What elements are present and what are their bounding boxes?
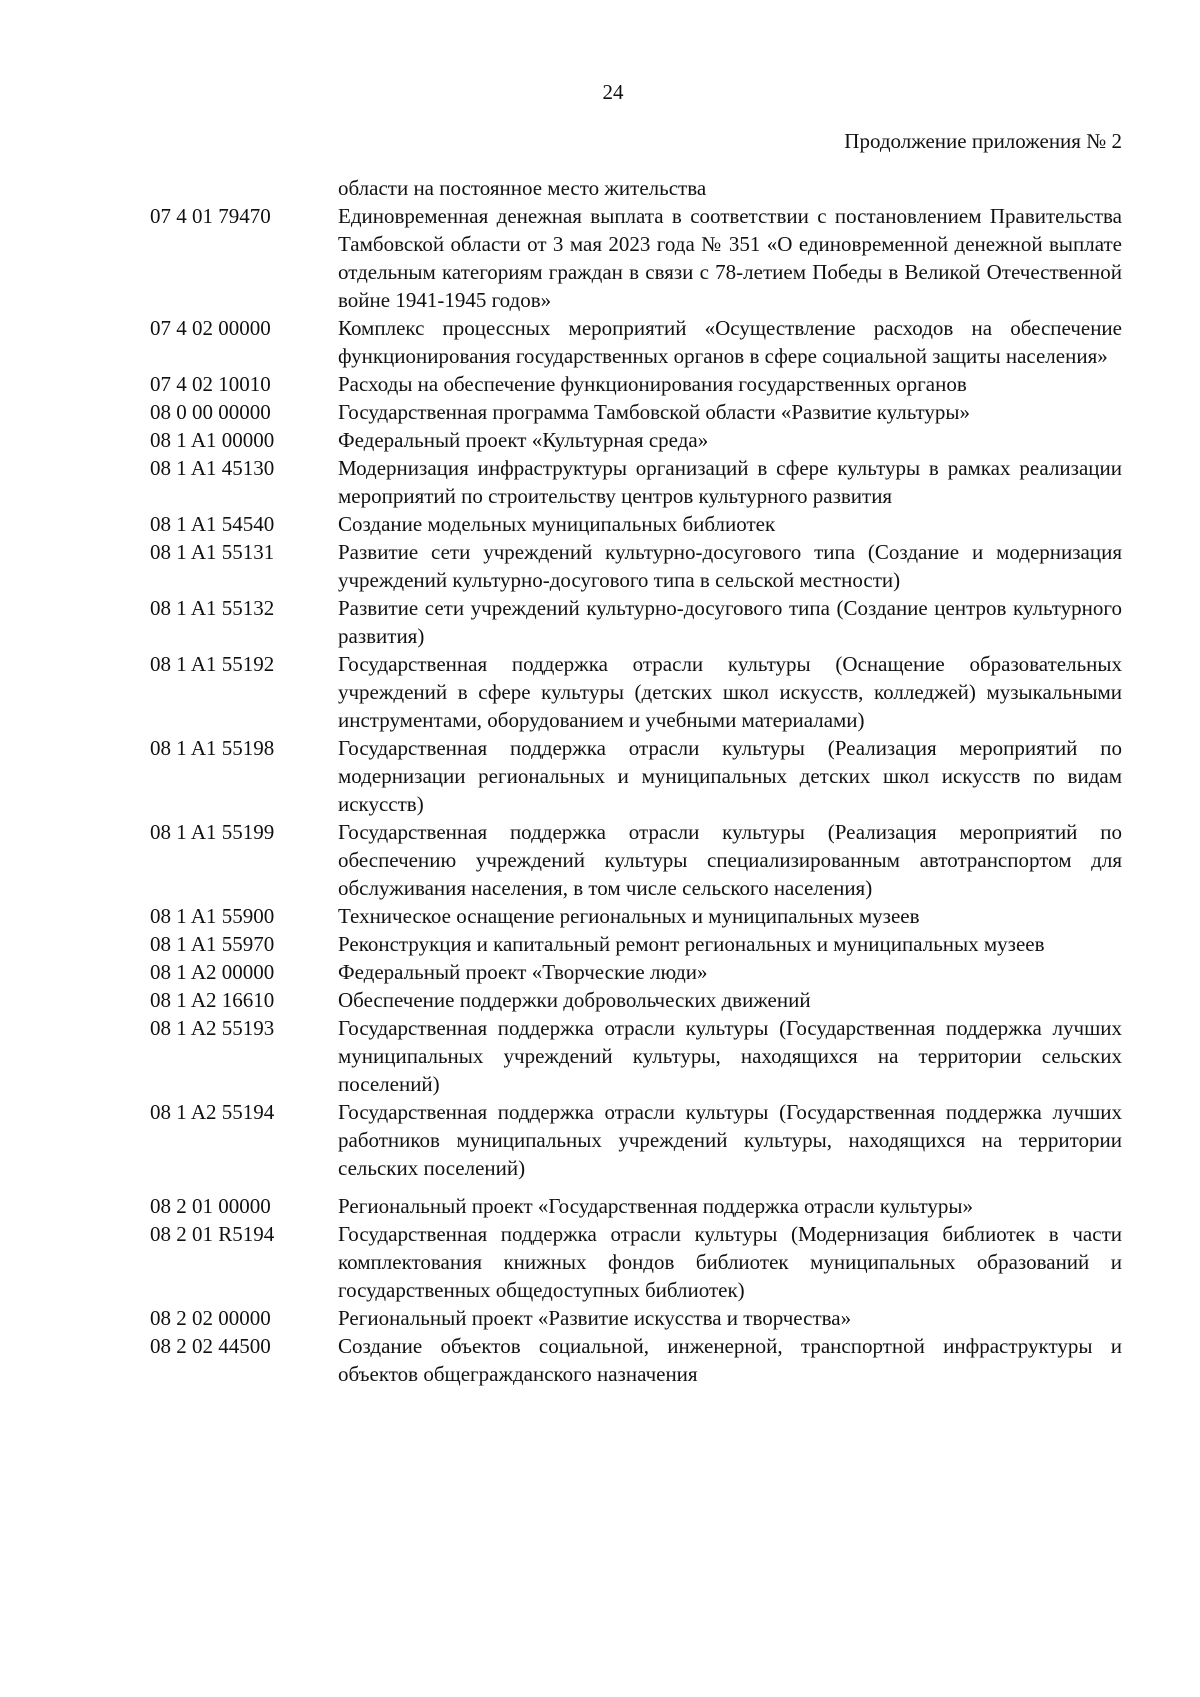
list-row (150, 1220, 1122, 1304)
classification-code: 08 1 A2 00000 (150, 960, 275, 984)
classification-code: 08 1 A1 55131 (150, 540, 275, 564)
classification-code: 08 1 A1 55900 (150, 904, 275, 928)
list-row (150, 426, 1122, 454)
list-row (150, 734, 1122, 818)
classification-code: 08 1 A1 54540 (150, 512, 275, 536)
classification-description: Региональный проект «Развитие искусства и творчества» (338, 1306, 852, 1330)
list-row (150, 510, 1122, 538)
classification-description: Развитие сети учреждений культурно-досугового типа (Создание и модернизация учреждений культурно-досугового типа в сельской местности) (338, 540, 1122, 592)
classification-description: Федеральный проект «Творческие люди» (338, 960, 708, 984)
classification-description: Государственная поддержка отрасли культуры (Реализация мероприятий по обеспечению учреждений культуры специализированным автотранспортом для обслуживания населения, в том числе сельского населения) (338, 820, 1122, 900)
list-row (150, 958, 1122, 986)
classification-code: 08 2 01 00000 (150, 1194, 271, 1218)
list-row (150, 1192, 1122, 1220)
classification-code: 08 1 A1 00000 (150, 428, 275, 452)
classification-code: 08 1 A1 55970 (150, 932, 275, 956)
list-row (150, 1304, 1122, 1332)
list-row (150, 202, 1122, 314)
list-row (150, 314, 1122, 370)
budget-classification-list (150, 174, 1122, 1388)
page-number: 24 (602, 80, 624, 104)
classification-description: Комплекс процессных мероприятий «Осуществление расходов на обеспечение функционирования государственных органов в сфере социальной защиты населения» (338, 316, 1122, 368)
classification-description: Реконструкция и капитальный ремонт региональных и муниципальных музеев (338, 932, 1045, 956)
list-row (150, 538, 1122, 594)
list-row (150, 818, 1122, 902)
classification-description: Федеральный проект «Культурная среда» (338, 428, 709, 452)
list-row (150, 986, 1122, 1014)
classification-code: 08 1 A1 55199 (150, 820, 275, 844)
classification-code: 08 1 A1 45130 (150, 456, 275, 480)
classification-description: Государственная поддержка отрасли культуры (Государственная поддержка лучших муниципальных учреждений культуры, находящихся на территории сельских поселений) (338, 1016, 1122, 1096)
classification-description: Обеспечение поддержки добровольческих движений (338, 988, 811, 1012)
classification-code: 08 2 02 44500 (150, 1334, 271, 1358)
classification-description: Государственная программа Тамбовской области «Развитие культуры» (338, 400, 971, 424)
classification-description: Региональный проект «Государственная поддержка отрасли культуры» (338, 1194, 974, 1218)
classification-code: 08 1 A2 55193 (150, 1016, 275, 1040)
classification-description: Создание объектов социальной, инженерной, транспортной инфраструктуры и объектов общегражданского назначения (338, 1334, 1122, 1386)
classification-code: 08 0 00 00000 (150, 400, 271, 424)
appendix-continuation-note: Продолжение приложения № 2 (844, 129, 1122, 153)
list-row (150, 902, 1122, 930)
list-row (150, 650, 1122, 734)
list-row (150, 594, 1122, 650)
classification-code: 07 4 02 10010 (150, 372, 271, 396)
classification-code: 08 2 02 00000 (150, 1306, 271, 1330)
classification-description: Государственная поддержка отрасли культуры (Модернизация библиотек в части комплектования книжных фондов библиотек муниципальных образований и государственных общедоступных библиотек) (338, 1222, 1122, 1302)
list-row (150, 454, 1122, 510)
list-row (150, 370, 1122, 398)
classification-code: 08 2 01 R5194 (150, 1222, 275, 1246)
classification-description: Расходы на обеспечение функционирования государственных органов (338, 372, 967, 396)
classification-code: 08 1 A2 16610 (150, 988, 275, 1012)
classification-code: 08 1 A1 55192 (150, 652, 275, 676)
classification-description: Государственная поддержка отрасли культуры (Оснащение образовательных учреждений в сфере культуры (детских школ искусств, колледжей) музыкальными инструментами, оборудованием и учебными материалами) (338, 652, 1122, 732)
list-row (150, 174, 1122, 202)
classification-description: Государственная поддержка отрасли культуры (Государственная поддержка лучших работников муниципальных учреждений культуры, находящихся на территории сельских поселений) (338, 1100, 1122, 1180)
classification-description: Единовременная денежная выплата в соответствии с постановлением Правительства Тамбовской области от 3 мая 2023 года № 351 «О единовременной денежной выплате отдельным категориям граждан в связи с 78-летием Победы в Великой Отечественной войне 1941-1945 годов» (338, 204, 1122, 312)
classification-description: Техническое оснащение региональных и муниципальных музеев (338, 904, 920, 928)
classification-code: 08 1 A1 55132 (150, 596, 275, 620)
classification-code: 08 1 A2 55194 (150, 1100, 275, 1124)
classification-description: Создание модельных муниципальных библиотек (338, 512, 776, 536)
list-row (150, 1014, 1122, 1098)
list-row (150, 930, 1122, 958)
classification-description: Государственная поддержка отрасли культуры (Реализация мероприятий по модернизации региональных и муниципальных детских школ искусств по видам искусств) (338, 736, 1122, 816)
classification-description: Модернизация инфраструктуры организаций в сфере культуры в рамках реализации мероприятий по строительству центров культурного развития (338, 456, 1122, 508)
classification-code: 07 4 02 00000 (150, 316, 271, 340)
list-row (150, 1332, 1122, 1388)
list-row (150, 398, 1122, 426)
list-row (150, 1098, 1122, 1182)
classification-description: Развитие сети учреждений культурно-досугового типа (Создание центров культурного развития) (338, 596, 1122, 648)
classification-description: области на постоянное место жительства (338, 176, 707, 200)
classification-code: 08 1 A1 55198 (150, 736, 275, 760)
classification-code: 07 4 01 79470 (150, 204, 271, 228)
